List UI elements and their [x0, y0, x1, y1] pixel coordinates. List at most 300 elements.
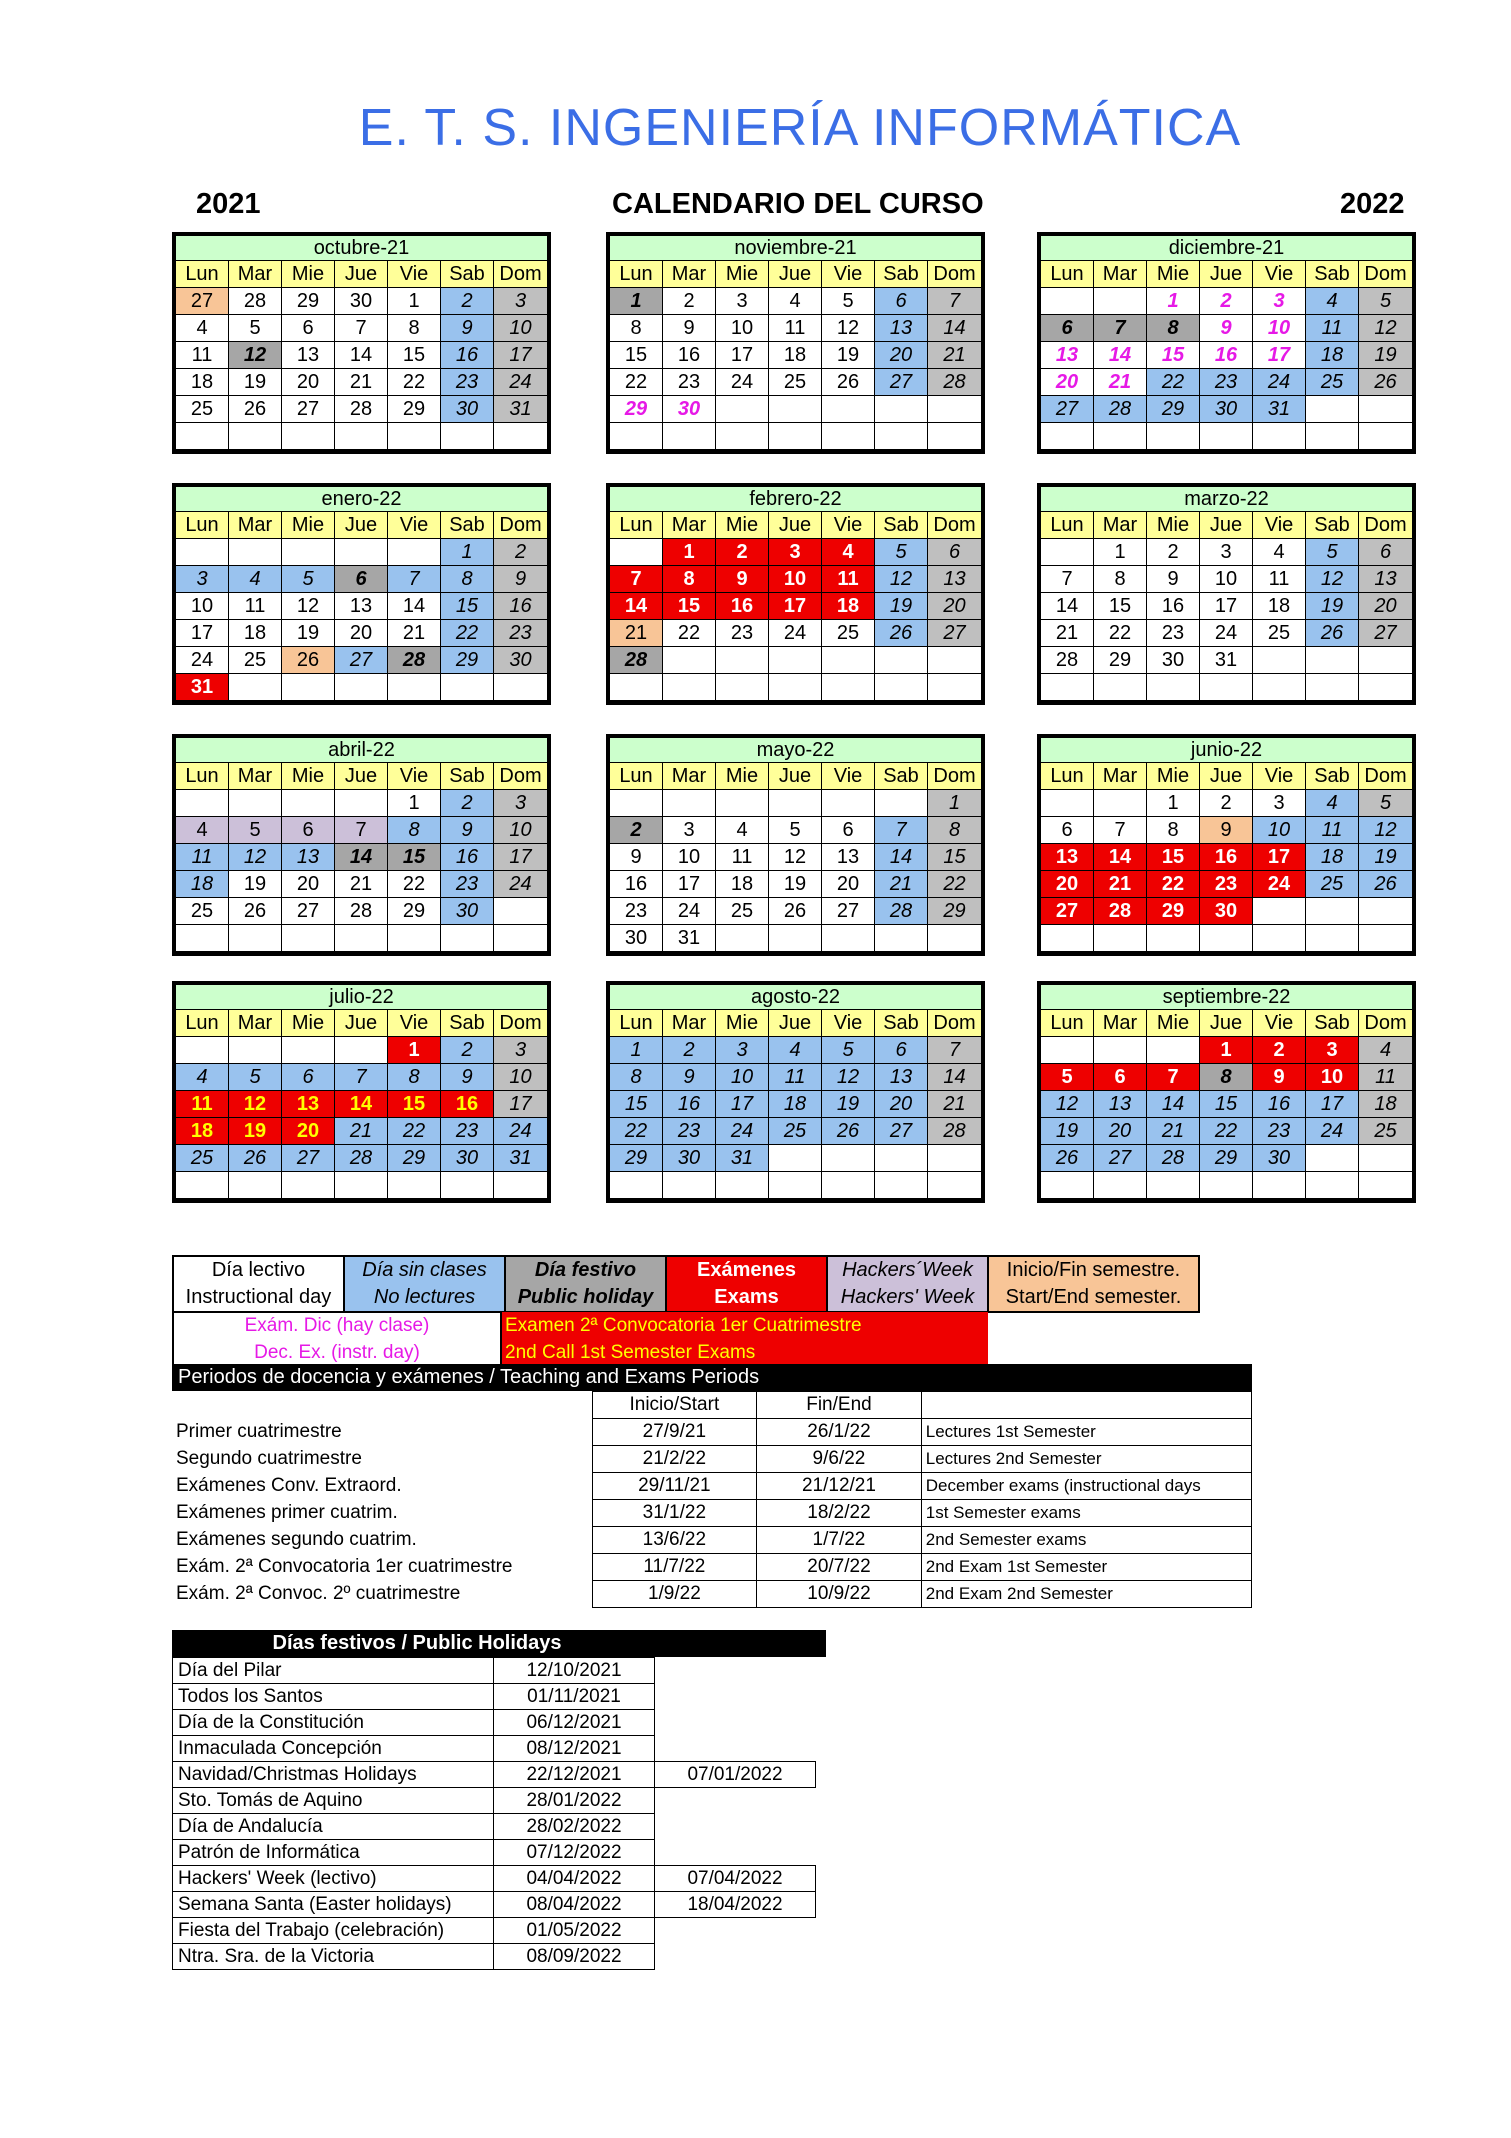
period-cell: 20/7/22 [757, 1554, 922, 1581]
weekday-header: Dom [928, 1010, 981, 1037]
day-cell: 8 [1147, 315, 1200, 342]
month-days-grid [1041, 261, 1412, 450]
day-cell: 4 [769, 288, 822, 315]
day-cell: 24 [176, 647, 229, 674]
weekday-header: Sab [1306, 261, 1359, 288]
empty-cell [769, 647, 822, 674]
weekday-header: Jue [1200, 763, 1253, 790]
day-cell: 24 [716, 1118, 769, 1145]
empty-cell [610, 423, 663, 450]
day-cell: 24 [663, 898, 716, 925]
day-cell: 26 [282, 647, 335, 674]
day-cell: 20 [282, 871, 335, 898]
weekday-header: Vie [822, 261, 875, 288]
holiday-row [173, 1840, 816, 1866]
day-cell: 20 [875, 1091, 928, 1118]
day-cell: 16 [1200, 844, 1253, 871]
empty-cell [875, 1145, 928, 1172]
day-cell: 15 [388, 844, 441, 871]
day-cell: 3 [1200, 539, 1253, 566]
day-cell: 26 [229, 1145, 282, 1172]
day-cell: 4 [176, 817, 229, 844]
day-cell: 3 [176, 566, 229, 593]
day-cell: 7 [875, 817, 928, 844]
day-cell: 8 [663, 566, 716, 593]
empty-cell [1359, 1172, 1412, 1199]
period-cell: Lectures 1st Semester [921, 1419, 1251, 1446]
holiday-cell [655, 1710, 816, 1736]
empty-cell [335, 1172, 388, 1199]
day-cell: 19 [1359, 844, 1412, 871]
day-cell: 1 [388, 790, 441, 817]
weekday-header: Dom [1359, 763, 1412, 790]
holiday-cell: 04/04/2022 [494, 1866, 655, 1892]
day-cell: 30 [441, 1145, 494, 1172]
legend-label: Exám. Dic (hay clase) [244, 1315, 430, 1336]
day-cell: 7 [1094, 315, 1147, 342]
legend-label: Día sin clases [362, 1259, 487, 1281]
empty-cell [875, 790, 928, 817]
day-cell: 22 [388, 369, 441, 396]
empty-cell [229, 1172, 282, 1199]
day-cell: 21 [1094, 369, 1147, 396]
day-cell: 31 [716, 1145, 769, 1172]
day-cell: 14 [1094, 342, 1147, 369]
day-cell: 17 [716, 342, 769, 369]
day-cell: 2 [441, 1037, 494, 1064]
day-cell: 12 [1359, 315, 1412, 342]
day-cell: 16 [494, 593, 547, 620]
month-title: noviembre-21 [610, 236, 981, 261]
day-cell: 9 [441, 315, 494, 342]
day-cell: 27 [282, 396, 335, 423]
holiday-cell: Navidad/Christmas Holidays [173, 1762, 494, 1788]
empty-cell [282, 1037, 335, 1064]
day-cell: 9 [1200, 817, 1253, 844]
day-cell: 24 [494, 1118, 547, 1145]
period-cell: 2nd Exam 2nd Semester [921, 1581, 1251, 1608]
empty-cell [875, 674, 928, 701]
day-cell: 1 [1200, 1037, 1253, 1064]
empty-cell [928, 1172, 981, 1199]
holiday-cell: 12/10/2021 [494, 1658, 655, 1684]
empty-cell [1094, 423, 1147, 450]
day-cell: 19 [1041, 1118, 1094, 1145]
day-cell: 26 [229, 898, 282, 925]
period-row [172, 1527, 1252, 1554]
day-cell: 27 [1094, 1145, 1147, 1172]
empty-cell [229, 539, 282, 566]
holiday-row [173, 1658, 816, 1684]
day-cell: 19 [229, 871, 282, 898]
day-cell: 26 [1041, 1145, 1094, 1172]
day-cell: 15 [388, 1091, 441, 1118]
month-days-grid [176, 512, 547, 701]
day-cell: 23 [1200, 369, 1253, 396]
day-cell: 2 [716, 539, 769, 566]
day-cell: 7 [335, 315, 388, 342]
empty-cell [769, 674, 822, 701]
empty-cell [1041, 288, 1094, 315]
month-days-grid [1041, 512, 1412, 701]
day-cell: 25 [1359, 1118, 1412, 1145]
holiday-cell [655, 1658, 816, 1684]
empty-cell [494, 674, 547, 701]
weekday-header: Sab [441, 763, 494, 790]
legend-festivo [504, 1255, 667, 1313]
empty-cell [928, 925, 981, 952]
empty-cell [176, 790, 229, 817]
empty-cell [1306, 1172, 1359, 1199]
period-cell: Primer cuatrimestre [176, 1421, 342, 1442]
holiday-cell: Semana Santa (Easter holidays) [173, 1892, 494, 1918]
day-cell: 3 [1253, 790, 1306, 817]
day-cell: 22 [388, 1118, 441, 1145]
day-cell: 28 [1147, 1145, 1200, 1172]
day-cell: 5 [822, 288, 875, 315]
empty-cell [441, 674, 494, 701]
empty-cell [1041, 423, 1094, 450]
month-days-grid [176, 1010, 547, 1199]
day-cell: 28 [335, 1145, 388, 1172]
day-cell: 19 [229, 369, 282, 396]
day-cell: 28 [875, 898, 928, 925]
weekday-header: Lun [610, 261, 663, 288]
day-cell: 23 [441, 369, 494, 396]
day-cell: 7 [1094, 817, 1147, 844]
day-cell: 24 [769, 620, 822, 647]
day-cell: 26 [822, 369, 875, 396]
holiday-cell: 08/12/2021 [494, 1736, 655, 1762]
day-cell: 24 [1200, 620, 1253, 647]
day-cell: 21 [928, 1091, 981, 1118]
empty-cell [1306, 925, 1359, 952]
day-cell: 10 [716, 315, 769, 342]
holiday-cell: 01/05/2022 [494, 1918, 655, 1944]
day-cell: 31 [663, 925, 716, 952]
day-cell: 23 [663, 369, 716, 396]
day-cell: 5 [769, 817, 822, 844]
weekday-header: Jue [335, 1010, 388, 1037]
day-cell: 29 [1147, 396, 1200, 423]
empty-cell [928, 1145, 981, 1172]
day-cell: 1 [1094, 539, 1147, 566]
weekday-header: Vie [822, 512, 875, 539]
day-cell: 4 [822, 539, 875, 566]
weekday-header: Dom [1359, 512, 1412, 539]
holiday-row [173, 1736, 816, 1762]
period-row [172, 1581, 1252, 1608]
day-cell: 11 [229, 593, 282, 620]
day-cell: 28 [229, 288, 282, 315]
holiday-cell: 06/12/2021 [494, 1710, 655, 1736]
weekday-header: Dom [494, 261, 547, 288]
holiday-row [173, 1762, 816, 1788]
empty-cell [875, 1172, 928, 1199]
empty-cell [1147, 1037, 1200, 1064]
day-cell: 6 [335, 566, 388, 593]
empty-cell [229, 1037, 282, 1064]
day-cell: 17 [494, 342, 547, 369]
empty-cell [716, 396, 769, 423]
holiday-cell [655, 1944, 816, 1970]
day-cell: 17 [176, 620, 229, 647]
month-junio-22 [1037, 734, 1416, 956]
day-cell: 21 [610, 620, 663, 647]
day-cell: 15 [663, 593, 716, 620]
day-cell: 22 [610, 369, 663, 396]
empty-cell [388, 925, 441, 952]
day-cell: 25 [229, 647, 282, 674]
day-cell: 5 [229, 315, 282, 342]
day-cell: 31 [1253, 396, 1306, 423]
day-cell: 28 [1041, 647, 1094, 674]
holiday-row [173, 1684, 816, 1710]
period-cell: Exám. 2ª Convocatoria 1er cuatrimestre [176, 1556, 513, 1577]
empty-cell [610, 790, 663, 817]
holiday-row [173, 1866, 816, 1892]
day-cell: 15 [1147, 844, 1200, 871]
weekday-header: Lun [1041, 512, 1094, 539]
day-cell: 22 [928, 871, 981, 898]
empty-cell [1147, 674, 1200, 701]
empty-cell [1306, 674, 1359, 701]
weekday-header: Vie [388, 1010, 441, 1037]
day-cell: 4 [176, 1064, 229, 1091]
day-cell: 29 [388, 396, 441, 423]
period-cell: Exámenes Conv. Extraord. [176, 1475, 402, 1496]
empty-cell [229, 423, 282, 450]
day-cell: 12 [1306, 566, 1359, 593]
calendar-title: CALENDARIO DEL CURSO [612, 188, 984, 220]
day-cell: 13 [1041, 342, 1094, 369]
day-cell: 6 [1041, 315, 1094, 342]
empty-cell [716, 790, 769, 817]
day-cell: 27 [1041, 396, 1094, 423]
period-cell: 26/1/22 [757, 1419, 922, 1446]
day-cell: 8 [928, 817, 981, 844]
weekday-header: Sab [441, 512, 494, 539]
legend-label: Hackers' Week [840, 1286, 975, 1308]
day-cell: 30 [335, 288, 388, 315]
day-cell: 10 [494, 817, 547, 844]
day-cell: 9 [663, 1064, 716, 1091]
day-cell: 5 [875, 539, 928, 566]
weekday-header: Mie [1147, 261, 1200, 288]
weekday-header: Dom [928, 261, 981, 288]
month-title: abril-22 [176, 738, 547, 763]
day-cell: 30 [663, 1145, 716, 1172]
empty-cell [1253, 674, 1306, 701]
day-cell: 13 [1094, 1091, 1147, 1118]
weekday-header: Jue [335, 261, 388, 288]
empty-cell [928, 423, 981, 450]
day-cell: 22 [1094, 620, 1147, 647]
day-cell: 15 [1200, 1091, 1253, 1118]
day-cell: 9 [610, 844, 663, 871]
day-cell: 2 [441, 790, 494, 817]
month-febrero-22 [606, 483, 985, 705]
month-noviembre-21 [606, 232, 985, 454]
empty-cell [1094, 288, 1147, 315]
day-cell: 17 [769, 593, 822, 620]
day-cell: 22 [1200, 1118, 1253, 1145]
day-cell: 20 [282, 1118, 335, 1145]
day-cell: 18 [176, 871, 229, 898]
empty-cell [494, 1172, 547, 1199]
day-cell: 3 [1306, 1037, 1359, 1064]
day-cell: 19 [875, 593, 928, 620]
month-mayo-22 [606, 734, 985, 956]
day-cell: 22 [610, 1118, 663, 1145]
month-title: mayo-22 [610, 738, 981, 763]
empty-cell [875, 423, 928, 450]
day-cell: 23 [663, 1118, 716, 1145]
day-cell: 30 [494, 647, 547, 674]
weekday-header: Vie [1253, 1010, 1306, 1037]
empty-cell [335, 925, 388, 952]
holiday-cell [655, 1736, 816, 1762]
day-cell: 13 [335, 593, 388, 620]
day-cell: 10 [494, 315, 547, 342]
page-title: E. T. S. INGENIERÍA INFORMÁTICA [358, 99, 1242, 157]
day-cell: 14 [335, 1091, 388, 1118]
month-title: diciembre-21 [1041, 236, 1412, 261]
day-cell: 29 [610, 396, 663, 423]
day-cell: 2 [1200, 790, 1253, 817]
day-cell: 26 [769, 898, 822, 925]
weekday-header: Sab [875, 261, 928, 288]
weekday-header: Jue [335, 763, 388, 790]
holiday-cell: 28/02/2022 [494, 1814, 655, 1840]
holiday-row [173, 1944, 816, 1970]
weekday-header: Jue [1200, 261, 1253, 288]
empty-cell [1253, 925, 1306, 952]
empty-cell [1200, 674, 1253, 701]
day-cell: 10 [716, 1064, 769, 1091]
empty-cell [282, 539, 335, 566]
day-cell: 29 [1147, 898, 1200, 925]
day-cell: 29 [610, 1145, 663, 1172]
weekday-header: Mie [282, 1010, 335, 1037]
month-days-grid [1041, 763, 1412, 952]
empty-cell [1041, 790, 1094, 817]
day-cell: 8 [388, 1064, 441, 1091]
day-cell: 3 [1253, 288, 1306, 315]
day-cell: 7 [388, 566, 441, 593]
day-cell: 29 [282, 288, 335, 315]
empty-cell [441, 423, 494, 450]
legend-inicio-fin [987, 1255, 1200, 1313]
weekday-header: Vie [1253, 261, 1306, 288]
day-cell: 23 [441, 1118, 494, 1145]
day-cell: 20 [822, 871, 875, 898]
period-cell: 27/9/21 [592, 1419, 757, 1446]
weekday-header: Mar [229, 261, 282, 288]
day-cell: 19 [822, 342, 875, 369]
legend-label: Start/End semester. [1005, 1286, 1182, 1308]
year-left: 2021 [196, 188, 261, 220]
empty-cell [494, 925, 547, 952]
day-cell: 11 [176, 844, 229, 871]
day-cell: 31 [176, 674, 229, 701]
day-cell: 26 [1306, 620, 1359, 647]
empty-cell [494, 423, 547, 450]
day-cell: 5 [822, 1037, 875, 1064]
holiday-cell [655, 1788, 816, 1814]
empty-cell [875, 647, 928, 674]
weekday-header: Mar [663, 512, 716, 539]
day-cell: 18 [176, 369, 229, 396]
empty-cell [716, 674, 769, 701]
day-cell: 6 [875, 1037, 928, 1064]
day-cell: 2 [610, 817, 663, 844]
day-cell: 8 [388, 817, 441, 844]
day-cell: 22 [1147, 369, 1200, 396]
day-cell: 27 [822, 898, 875, 925]
day-cell: 9 [663, 315, 716, 342]
month-days-grid [176, 261, 547, 450]
day-cell: 1 [388, 1037, 441, 1064]
weekday-header: Mie [1147, 1010, 1200, 1037]
day-cell: 16 [1147, 593, 1200, 620]
day-cell: 21 [928, 342, 981, 369]
day-cell: 30 [1253, 1145, 1306, 1172]
day-cell: 18 [1306, 844, 1359, 871]
day-cell: 14 [928, 315, 981, 342]
holiday-cell: 08/09/2022 [494, 1944, 655, 1970]
day-cell: 30 [1147, 647, 1200, 674]
month-title: octubre-21 [176, 236, 547, 261]
legend-label: Public holiday [517, 1286, 654, 1308]
day-cell: 26 [229, 396, 282, 423]
day-cell: 21 [1041, 620, 1094, 647]
empty-cell [1359, 898, 1412, 925]
weekday-header: Lun [1041, 261, 1094, 288]
empty-cell [610, 539, 663, 566]
day-cell: 11 [1306, 817, 1359, 844]
day-cell: 24 [494, 871, 547, 898]
empty-cell [335, 674, 388, 701]
empty-cell [769, 1172, 822, 1199]
weekday-header: Mie [716, 261, 769, 288]
day-cell: 5 [1359, 288, 1412, 315]
legend-lectivo [172, 1255, 345, 1313]
weekday-header: Sab [875, 1010, 928, 1037]
day-cell: 7 [928, 1037, 981, 1064]
day-cell: 5 [282, 566, 335, 593]
day-cell: 13 [282, 342, 335, 369]
empty-cell [229, 674, 282, 701]
month-title: septiembre-22 [1041, 985, 1412, 1010]
day-cell: 20 [875, 342, 928, 369]
day-cell: 10 [663, 844, 716, 871]
day-cell: 28 [335, 396, 388, 423]
weekday-header: Mar [663, 1010, 716, 1037]
weekday-header: Lun [610, 1010, 663, 1037]
day-cell: 23 [494, 620, 547, 647]
day-cell: 31 [1200, 647, 1253, 674]
day-cell: 1 [1147, 288, 1200, 315]
empty-cell [229, 790, 282, 817]
period-row [172, 1446, 1252, 1473]
day-cell: 28 [928, 369, 981, 396]
day-cell: 16 [441, 342, 494, 369]
day-cell: 14 [928, 1064, 981, 1091]
empty-cell [1147, 423, 1200, 450]
day-cell: 13 [282, 844, 335, 871]
day-cell: 18 [229, 620, 282, 647]
